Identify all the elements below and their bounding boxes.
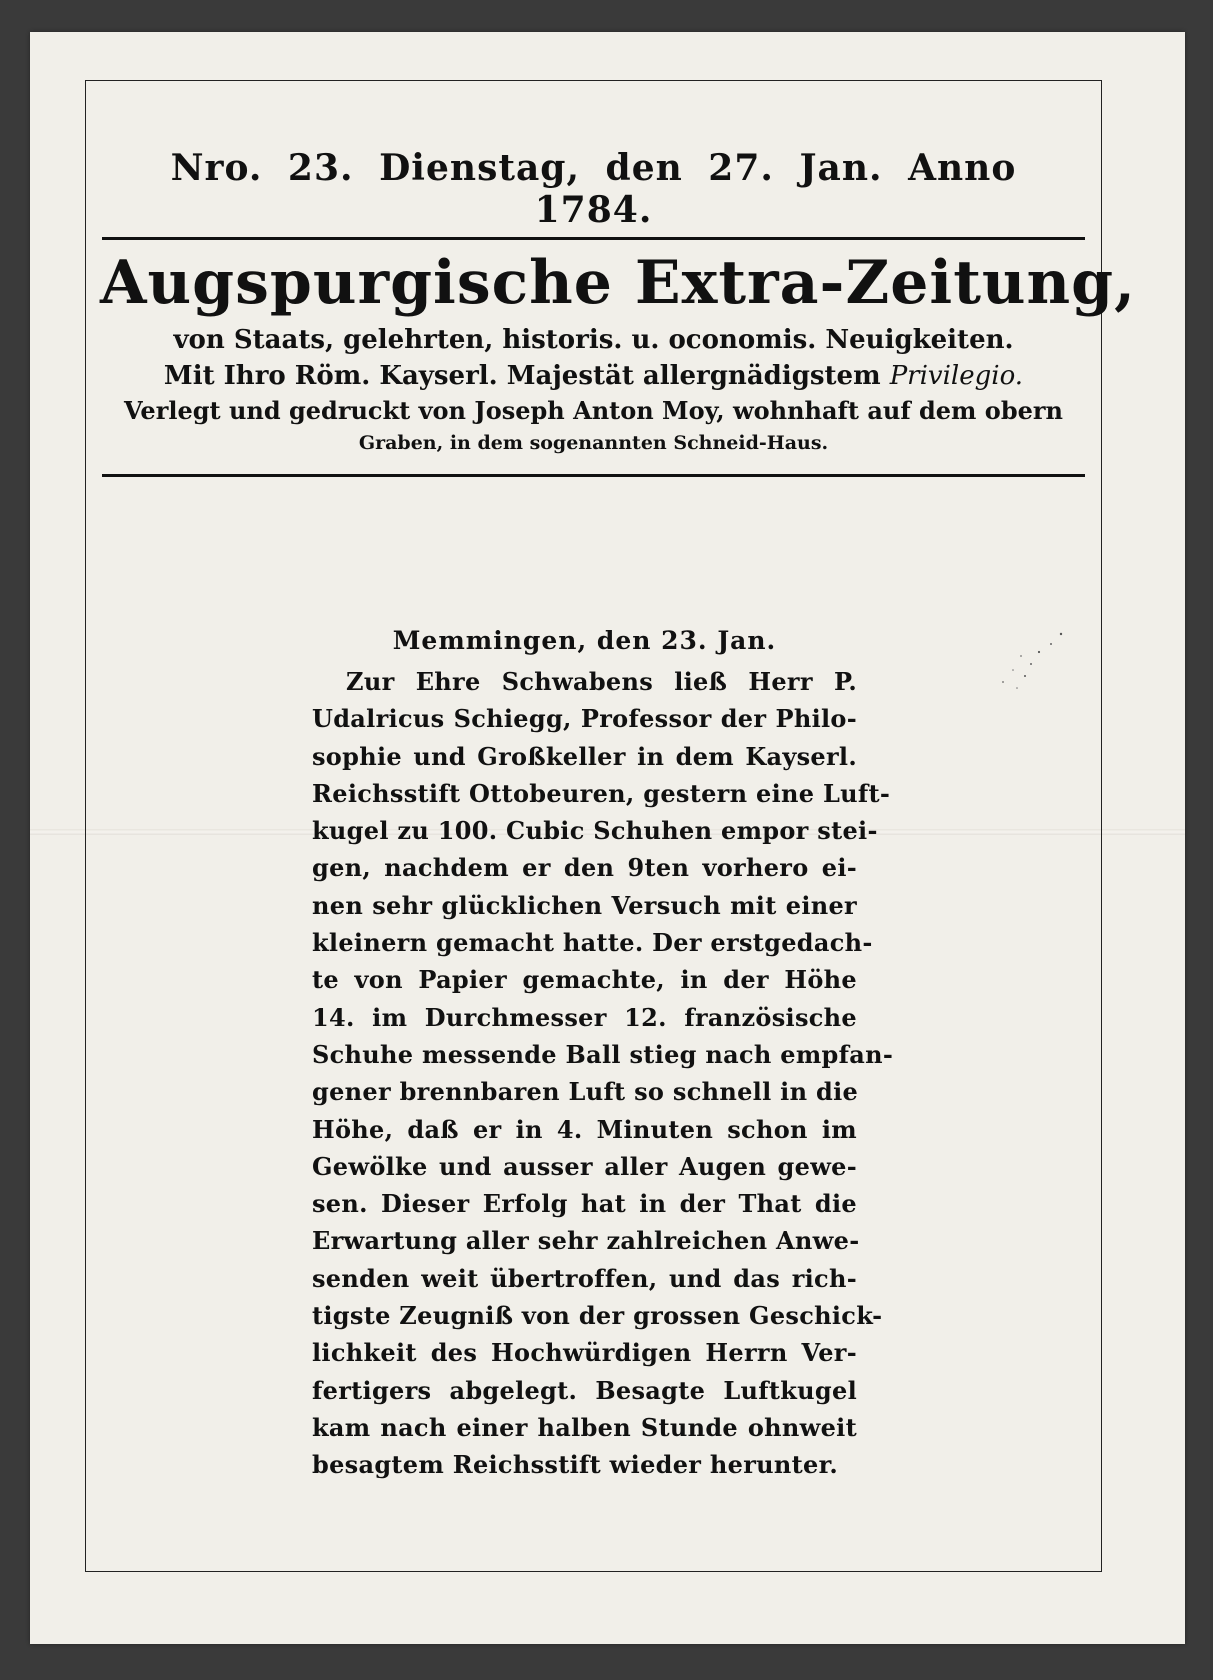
article-line: lichkeit des Hochwürdigen Herrn Ver- bbox=[312, 1338, 857, 1368]
issue-line: Nro. 23. Dienstag, den 27. Jan. Anno 1784. bbox=[170, 147, 1017, 231]
article-line: besagtem Reichsstift wieder herunter. bbox=[312, 1450, 838, 1480]
article-line: Reichsstift Ottobeuren, gestern eine Luft- bbox=[312, 778, 891, 808]
masthead-bottom-rule bbox=[102, 474, 1085, 477]
article-line: kugel zu 100. Cubic Schuhen empor stei- bbox=[312, 816, 878, 846]
article-line: Udalricus Schiegg, Professor der Philo- bbox=[312, 704, 857, 734]
article-line: gener brennbaren Luft so schnell in die bbox=[312, 1077, 859, 1107]
article-line: Schuhe messende Ball stieg nach empfan- bbox=[312, 1039, 894, 1069]
privilege-line bbox=[100, 358, 1087, 394]
masthead bbox=[100, 147, 1137, 477]
article-line: fertigers abgelegt. Besagte Luftkugel bbox=[312, 1375, 857, 1405]
publisher-line: Verlegt und gedruckt von Joseph Anton Moy, wohnhaft auf dem obern bbox=[124, 396, 1063, 425]
article-line: 14. im Durchmesser 12. französische bbox=[312, 1002, 857, 1032]
article-line: Höhe, daß er in 4. Minuten schon im bbox=[312, 1114, 857, 1144]
article-line: tigste Zeugniß von der grossen Geschick- bbox=[312, 1301, 883, 1331]
newspaper-sheet bbox=[30, 32, 1185, 1644]
article-dateline: Memmingen, den 23. Jan. bbox=[392, 626, 777, 655]
article-line: gen, nachdem er den 9ten vorhero ei- bbox=[312, 853, 857, 883]
page-frame bbox=[85, 80, 1137, 1572]
article-line: kleinern gemacht hatte. Der erstgedach- bbox=[312, 928, 873, 958]
privilege-text: Mit Ihro Röm. Kayserl. Majestät allergnädigstem bbox=[163, 361, 881, 391]
newspaper-subtitle: von Staats, gelehrten, historis. u. oconomis. Neuigkeiten. bbox=[173, 325, 1014, 355]
article-line: senden weit übertroffen, und das rich- bbox=[312, 1263, 857, 1293]
article-line: Zur Ehre Schwabens ließ Herr P. bbox=[346, 667, 857, 696]
address-line: Graben, in dem sogenannten Schneid-Haus. bbox=[358, 432, 829, 454]
article-line: Erwartung aller sehr zahlreichen Anwe- bbox=[312, 1226, 860, 1256]
privilege-word: Privilegio. bbox=[889, 361, 1024, 391]
article-line: sophie und Großkeller in dem Kayserl. bbox=[312, 741, 857, 771]
article-line: nen sehr glücklichen Versuch mit einer bbox=[312, 890, 857, 920]
article-line: te von Papier gemachte, in der Höhe bbox=[312, 965, 857, 995]
article-line: kam nach einer halben Stunde ohnweit bbox=[312, 1412, 857, 1442]
article-line: Gewölke und ausser aller Augen gewe- bbox=[312, 1151, 857, 1181]
article-line: sen. Dieser Erfolg hat in der That die bbox=[312, 1189, 857, 1219]
article bbox=[312, 626, 894, 1484]
masthead-top-rule bbox=[102, 237, 1085, 240]
print-specks bbox=[991, 626, 1071, 696]
newspaper-title: Augspurgische Extra-Zeitung, bbox=[100, 248, 1137, 318]
